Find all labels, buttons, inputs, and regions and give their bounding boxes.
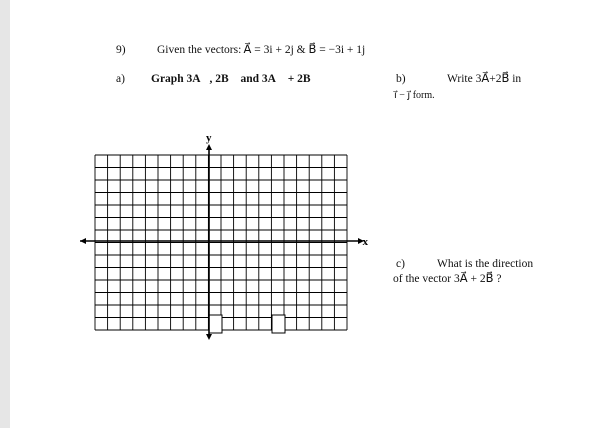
part-c-label: c)	[396, 258, 405, 270]
part-b-text-line2: i⃗ − j⃗ form.	[394, 90, 435, 101]
y-axis-label: y	[206, 132, 212, 144]
part-c-text-line1: What is the direction	[437, 258, 534, 270]
y-axis-arrow-down	[206, 334, 212, 340]
question-number: 9)	[116, 44, 126, 56]
part-b-label: b)	[396, 73, 406, 85]
grid-cell-box	[272, 315, 285, 333]
coordinate-grid	[80, 128, 370, 348]
part-a-text: Graph 3A⃗, 2B⃗ and 3A⃗ + 2B⃗	[151, 73, 320, 85]
x-axis-arrow-left	[80, 238, 86, 244]
worksheet-page	[10, 0, 609, 428]
y-axis-arrow-up	[206, 144, 212, 150]
part-a-label: a)	[116, 73, 125, 85]
question-prompt: Given the vectors: A⃗ = 3i + 2j & B⃗ = −3i + 1j	[157, 44, 366, 56]
x-axis-label: x	[362, 236, 368, 248]
grid-cell-box	[209, 315, 222, 333]
part-c-text-line2: of the vector 3A⃗ + 2B⃗ ?	[393, 273, 502, 285]
grid-lines	[95, 155, 347, 330]
part-b-text-line1: Write 3A⃗+2B⃗ in	[447, 73, 522, 85]
